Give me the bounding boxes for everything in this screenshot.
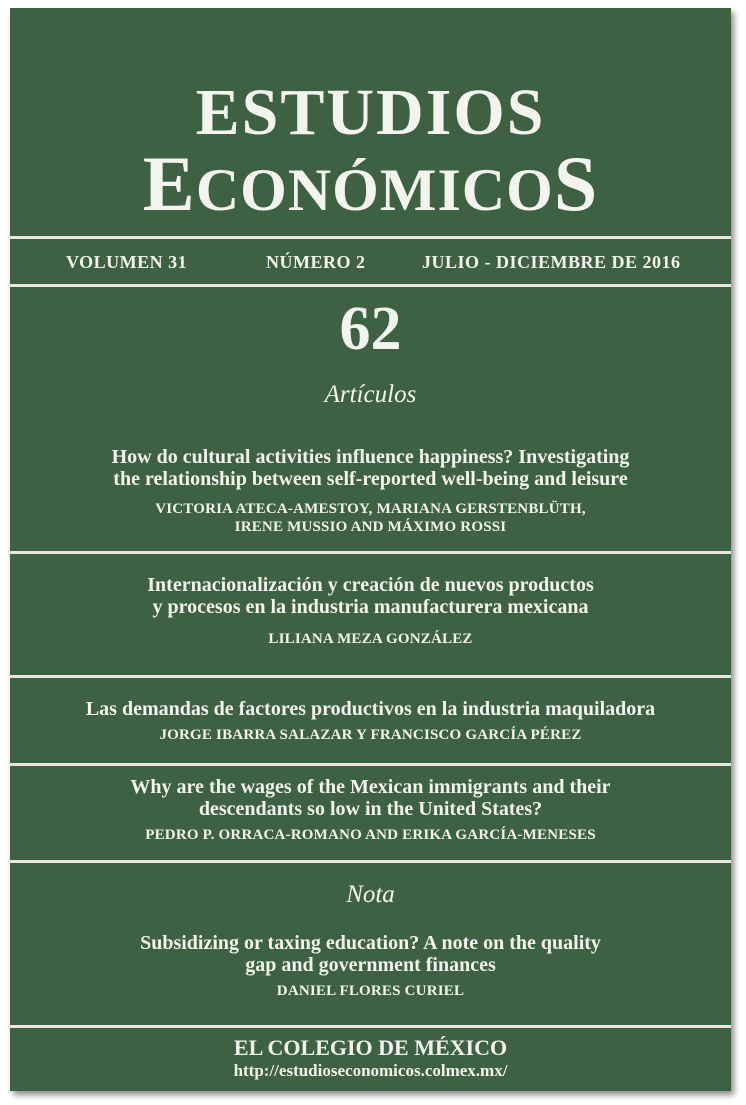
article-title-line: the relationship between self-reported well-being and leisure xyxy=(113,468,628,490)
note-entry xyxy=(10,932,731,1000)
note-title-line: Subsidizing or taxing education? A note on the quality xyxy=(140,932,601,954)
journal-title-smallcaps: CONÓMICO xyxy=(195,157,554,223)
publisher-footer xyxy=(10,1036,731,1082)
issue-number: 62 xyxy=(339,295,402,363)
divider-article-2 xyxy=(10,675,731,678)
article-title-line: Las demandas de factores productivos en la industria maquiladora xyxy=(85,698,656,720)
journal-title-line1: ESTUDIOS xyxy=(195,76,546,149)
article-authors-line: LILIANA MEZA GONZÁLEZ xyxy=(268,631,473,647)
period-label: JULIO - DICIEMBRE DE 2016 xyxy=(422,252,681,272)
issue-info-row xyxy=(10,244,731,280)
volume-label: VOLUMEN 31 xyxy=(66,252,188,272)
article-title-line: y procesos en la industria manufacturera mexicana xyxy=(152,596,589,618)
article-entry xyxy=(10,574,731,648)
article-title-line: How do cultural activities influence happiness? Investigating xyxy=(111,446,630,468)
note-title-line: gap and government finances xyxy=(245,954,496,976)
publisher-name: EL COLEGIO DE MÉXICO xyxy=(233,1035,508,1060)
divider-article-4 xyxy=(10,860,731,863)
note-authors-line: DANIEL FLORES CURIEL xyxy=(276,983,465,999)
number-label: NÚMERO 2 xyxy=(266,252,366,272)
article-title-line: descendants so low in the United States? xyxy=(198,798,543,820)
article-authors-line: IRENE MUSSIO AND MÁXIMO ROSSI xyxy=(234,519,507,535)
article-entry xyxy=(10,698,731,744)
article-authors-line: PEDRO P. ORRACA-ROMANO AND ERIKA GARCÍA-MENESES xyxy=(145,827,596,843)
journal-title-final: S xyxy=(553,140,599,227)
article-authors-line: VICTORIA ATECA-AMESTOY, MARIANA GERSTENBLÜTH, xyxy=(155,501,586,517)
publisher-url: http://estudioseconomicos.colmex.mx/ xyxy=(233,1061,508,1080)
journal-title-line2 xyxy=(10,142,731,232)
section-label-articles: Artículos xyxy=(324,381,417,408)
divider-issue xyxy=(10,284,731,287)
divider-article-1 xyxy=(10,551,731,554)
article-title-line: Why are the wages of the Mexican immigrants and their xyxy=(130,776,611,798)
article-entry xyxy=(10,446,731,536)
divider-article-3 xyxy=(10,763,731,766)
divider-top xyxy=(10,236,731,239)
journal-cover xyxy=(10,8,731,1091)
article-authors-line: JORGE IBARRA SALAZAR Y FRANCISCO GARCÍA PÉREZ xyxy=(159,727,582,743)
article-entry xyxy=(10,776,731,844)
section-label-note: Nota xyxy=(346,881,395,908)
journal-title-initial: E xyxy=(142,140,196,227)
divider-footer xyxy=(10,1025,731,1028)
article-title-line: Internacionalización y creación de nuevos productos xyxy=(147,574,594,596)
